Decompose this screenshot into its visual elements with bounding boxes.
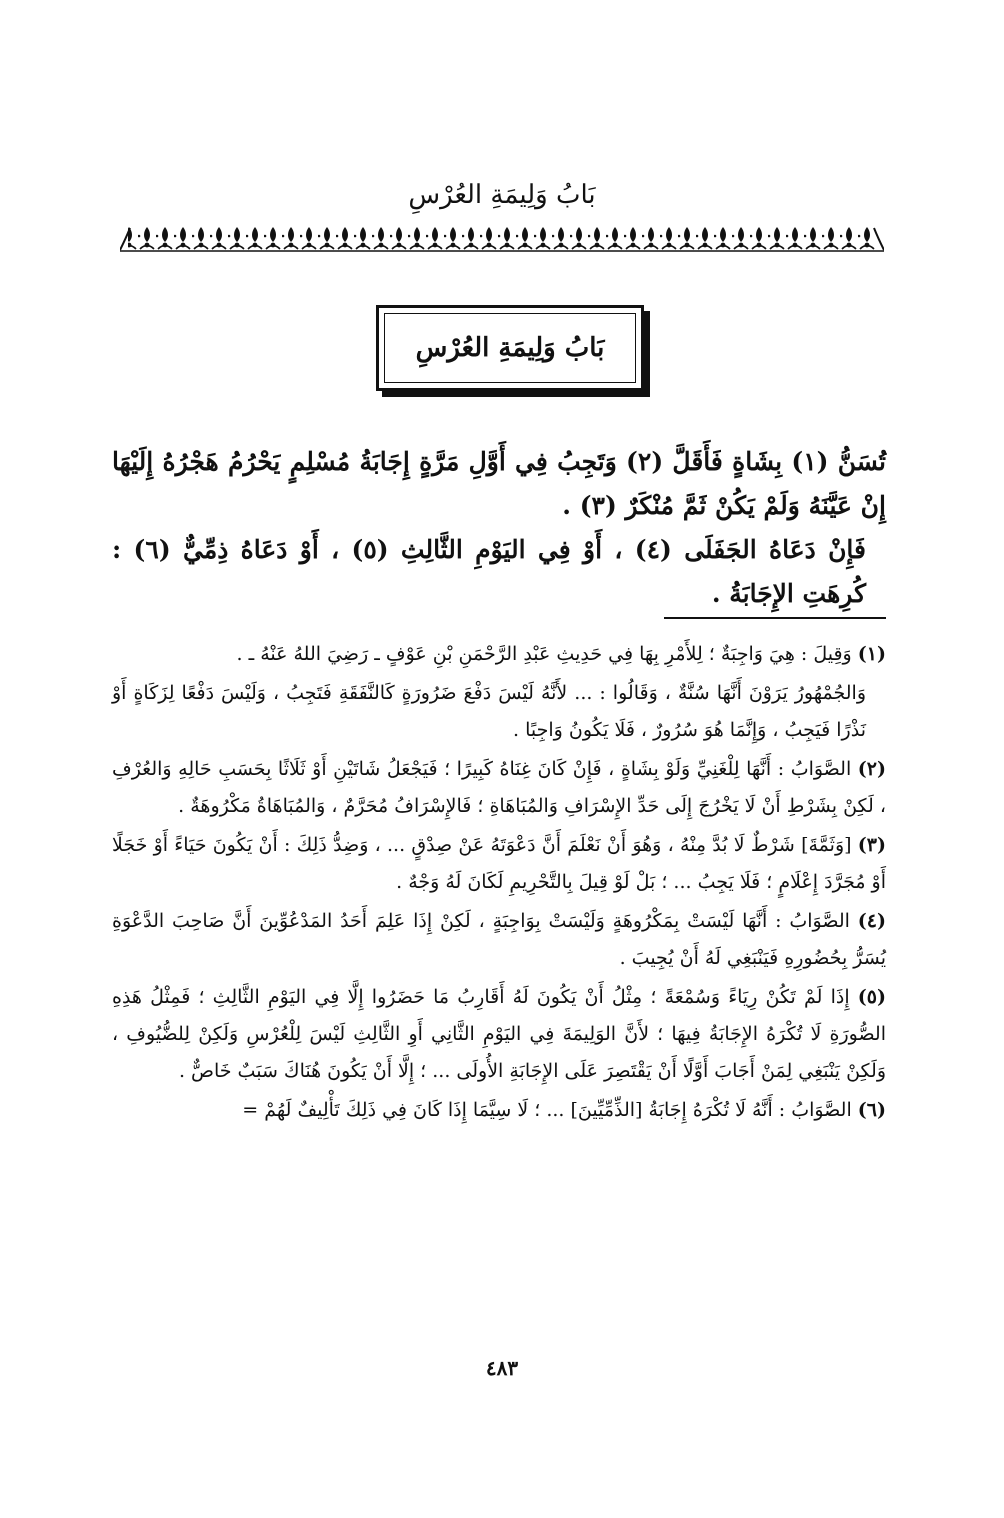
main-text [112,440,886,616]
footnote-text: [وَثَمَّةَ] شَرْطٌ لَا بُدَّ مِنْهُ ، وَهُوَ أَنْ نَعْلَمَ أَنَّ دَعْوَتَهُ عَنْ صِدْقٍ ... ، وَضِدُّ ذَلِكَ : أَنْ يَكُونَ حَيَاءً أَوْ خَجَلًا أَوْ مُجَرَّدَ إِعْلَامٍ ؛ فَلَا يَجِبُ ... ؛ بَلْ لَوْ قِيلَ بِالتَّحْرِيمِ لَكَانَ لَهُ وَجْهٌ . [112,834,886,893]
footnote-number: (١) [857,643,886,665]
footnote-1-continued [112,675,886,749]
ornament-border [120,224,884,252]
page-number: ٤٨٣ [485,1356,519,1380]
footnote-text: وَالجُمْهُورُ يَرَوْنَ أَنَّهَا سُنَّةٌ ، وَقَالُوا : ... لأَنَّهُ لَيْسَ دَفْعَ ضَرُورَةٍ كَالنَّفَقَةِ فَتَجِبُ ، وَلَيْسَ دَفْعًا لِزَكَاةٍ أَوْ نَذْرًا فَيَجِبُ ، وَإِنَّمَا هُوَ سُرُورٌ ، فَلَا يَكُونُ وَاجِبًا . [112,682,866,741]
footnote-4 [112,903,886,977]
footnote-3 [112,827,886,901]
main-paragraph-1: تُسَنُّ (١) بِشَاةٍ فَأَقَلَّ (٢) وَتَجِبُ فِي أَوَّلِ مَرَّةٍ إِجَابَةُ مُسْلِمٍ يَحْرُمُ هَجْرُهُ إِلَيْهَا إِنْ عَيَّنَهُ وَلَمْ يَكُنْ ثَمَّ مُنْكَرٌ (٣) . [112,447,886,520]
footnote-separator [664,617,886,619]
main-paragraph-2: فَإِنْ دَعَاهُ الجَفَلَى (٤) ، أَوْ فِي اليَوْمِ الثَّالِثِ (٥) ، أَوْ دَعَاهُ ذِمِّيٌّ (٦) : كُرِهَتِ الإِجَابَةُ . [112,535,866,608]
footnote-text: وَقِيلَ : هِيَ وَاجِبَةٌ ؛ لِلأَمْرِ بِهَا فِي حَدِيثِ عَبْدِ الرَّحْمَنِ بْنِ عَوْفٍ ـ رَضِيَ اللهُ عَنْهُ ـ . [236,643,852,665]
running-header [120,178,884,212]
footnote-2 [112,751,886,825]
footnote-text: الصَّوَابُ : أَنَّهُ لَا تُكْرَهُ إِجَابَةُ [الذِّمِّيِّينَ] ... ؛ لَا سِيَّمَا إِذَا كَانَ فِي ذَلِكَ تَأْلِيفٌ لَهُمْ = [242,1099,852,1121]
footnote-text: إِذَا لَمْ تَكُنْ رِيَاءً وَسُمْعَةً ؛ مِثْلُ أَنْ يَكُونَ لَهُ أَقَارِبُ مَا حَضَرُوا إِلَّا فِي اليَوْمِ الثَّالِثِ ؛ فَمِثْلُ هَذِهِ الصُّورَةِ لَا تُكْرَهُ الإِجَابَةُ فِيهَا ؛ لأَنَّ الوَلِيمَةَ فِي اليَوْمِ الثَّانِي أَوِ الثَّالِثِ لَيْسَ لِلْعُرْسِ وَلَكِنْ لِلضُّيُوفِ ، وَلَكِنْ يَنْبَغِي لِمَنْ أَجَابَ أَوَّلًا أَنْ يَقْتَصِرَ عَلَى الإِجَابَةِ الأُولَى ... ؛ إِلَّا أَنْ يَكُونَ هُنَاكَ سَبَبٌ خَاصٌّ . [112,986,886,1082]
running-header-title: بَابُ وَلِيمَةِ العُرْسِ [408,180,596,210]
footnote-number: (٦) [857,1099,886,1121]
chapter-title-box [376,305,644,391]
footnote-5 [112,979,886,1090]
footnote-text: الصَّوَابُ : أَنَّهَا لِلْغَنِيِّ وَلَوْ بِشَاةٍ ، فَإِنْ كَانَ غِنَاهُ كَبِيرًا ؛ فَيَجْعَلُ شَاتَيْنِ أَوْ ثَلَاثًا بِحَسَبِ حَالِهِ وَالعُرْفِ ، لَكِنْ بِشَرْطِ أَنْ لَا يَخْرُجَ إِلَى حَدِّ الإِسْرَافِ وَالمُبَاهَاةِ ؛ فَالإِسْرَافُ مُحَرَّمٌ ، وَالمُبَاهَاةُ مَكْرُوهَةٌ . [112,758,886,817]
footnote-number: (٣) [857,834,886,856]
footnote-6 [112,1092,886,1129]
footnote-number: (٢) [857,758,887,780]
chapter-title: بَابُ وَلِيمَةِ العُرْسِ [415,333,605,363]
footnote-1 [112,636,886,673]
footnote-text: الصَّوَابُ : أَنَّهَا لَيْسَتْ بِمَكْرُوهَةٍ وَلَيْسَتْ بِوَاجِبَةٍ ، لَكِنْ إِذَا عَلِمَ أَحَدُ المَدْعُوِّينَ أَنَّ صَاحِبَ الدَّعْوَةِ يُسَرُّ بِحُضُورِهِ فَيَنْبَغِي لَهُ أَنْ يُجِيبَ . [112,910,886,969]
footnotes [112,636,886,1131]
footnote-number: (٤) [857,910,886,932]
footnote-number: (٥) [857,986,886,1008]
